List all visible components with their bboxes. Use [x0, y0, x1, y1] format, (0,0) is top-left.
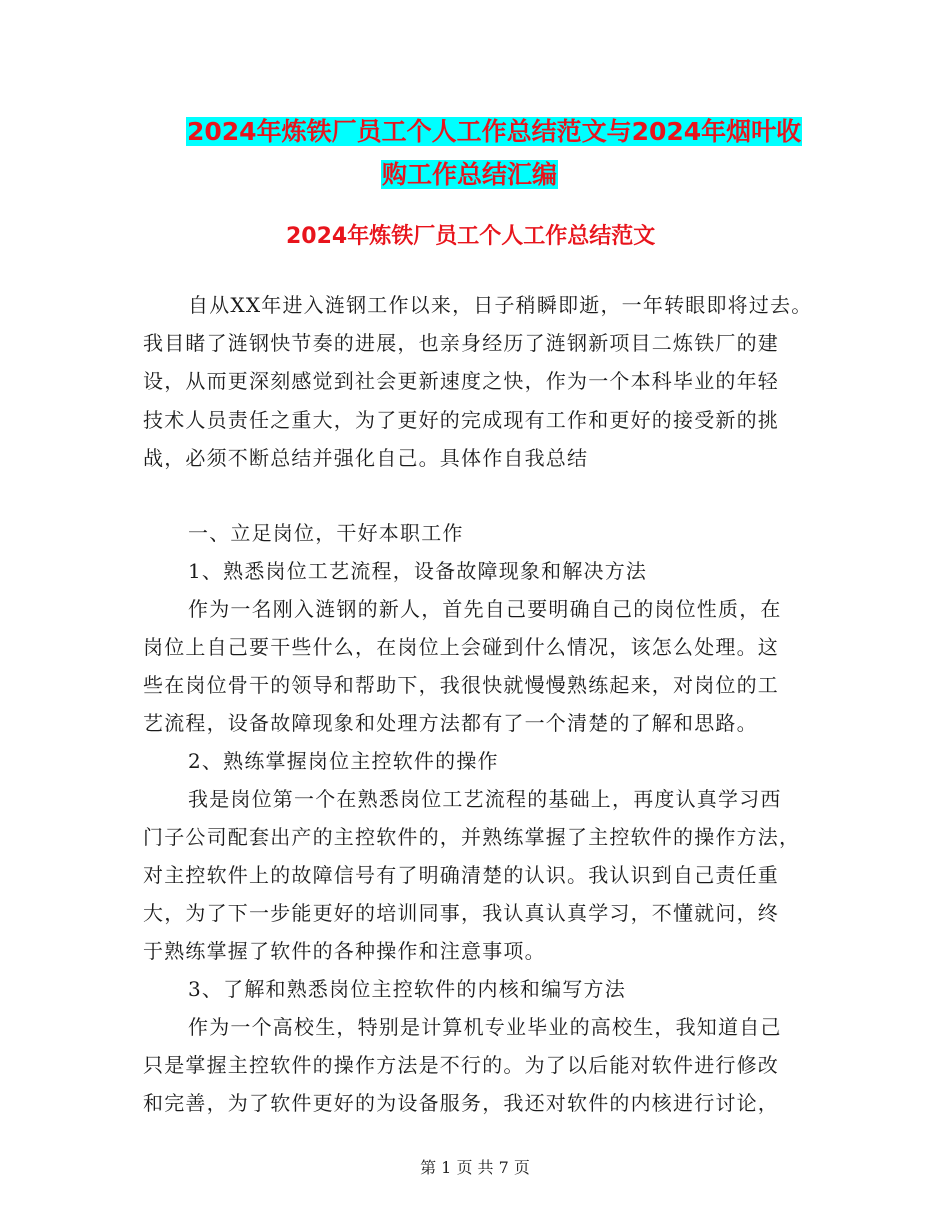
paragraph-line: 设，从而更深刻感觉到社会更新速度之快，作为一个本科毕业的年轻	[143, 369, 779, 393]
document-title-line-1: 2024年炼铁厂员工个人工作总结范文与2024年烟叶收	[187, 117, 802, 146]
paragraph-line: 自从XX年进入涟钢工作以来，日子稍瞬即逝，一年转眼即将过去。	[188, 293, 813, 317]
paragraph-line: 艺流程，设备故障现象和处理方法都有了一个清楚的了解和思路。	[143, 711, 758, 735]
paragraph-line: 些在岗位骨干的领导和帮助下，我很快就慢慢熟练起来，对岗位的工	[143, 673, 779, 697]
subheading-line: 3、了解和熟悉岗位主控软件的内核和编写方法	[188, 977, 626, 1001]
section-title: 2024年炼铁厂员工个人工作总结范文	[286, 224, 656, 249]
paragraph-line: 我目睹了涟钢快节奏的进展，也亲身经历了涟钢新项目二炼铁厂的建	[143, 331, 779, 355]
paragraph-line: 作为一个高校生，特别是计算机专业毕业的高校生，我知道自己	[188, 1015, 782, 1039]
subheading-line: 1、熟悉岗位工艺流程，设备故障现象和解决方法	[188, 559, 648, 583]
paragraph-line: 只是掌握主控软件的操作方法是不行的。为了以后能对软件进行修改	[143, 1053, 779, 1077]
paragraph-line: 我是岗位第一个在熟悉岗位工艺流程的基础上，再度认真学习西	[188, 787, 782, 811]
page-footer: 第 1 页 共 7 页	[420, 1158, 530, 1177]
paragraph-line: 大，为了下一步能更好的培训同事，我认真认真学习，不懂就问，终	[143, 901, 779, 925]
paragraph-line: 对主控软件上的故障信号有了明确清楚的认识。我认识到自己责任重	[143, 863, 779, 887]
document-title-line-2: 购工作总结汇编	[382, 160, 558, 189]
paragraph-line: 技术人员责任之重大，为了更好的完成现有工作和更好的接受新的挑	[143, 408, 779, 432]
paragraph-line: 岗位上自己要干些什么，在岗位上会碰到什么情况，该怎么处理。这	[143, 635, 779, 659]
paragraph-line: 于熟练掌握了软件的各种操作和注意事项。	[143, 939, 546, 963]
subheading-line: 2、熟练掌握岗位主控软件的操作	[188, 749, 499, 773]
heading-line: 一、立足岗位，干好本职工作	[188, 521, 464, 545]
paragraph-line: 作为一名刚入涟钢的新人，首先自己要明确自己的岗位性质，在	[188, 597, 782, 621]
paragraph-line: 战，必须不断总结并强化自己。具体作自我总结	[143, 446, 589, 470]
paragraph-line: 门子公司配套出产的主控软件的，并熟练掌握了主控软件的操作方法，	[143, 825, 801, 849]
paragraph-line: 和完善，为了软件更好的为设备服务，我还对软件的内核进行讨论，	[143, 1091, 779, 1115]
